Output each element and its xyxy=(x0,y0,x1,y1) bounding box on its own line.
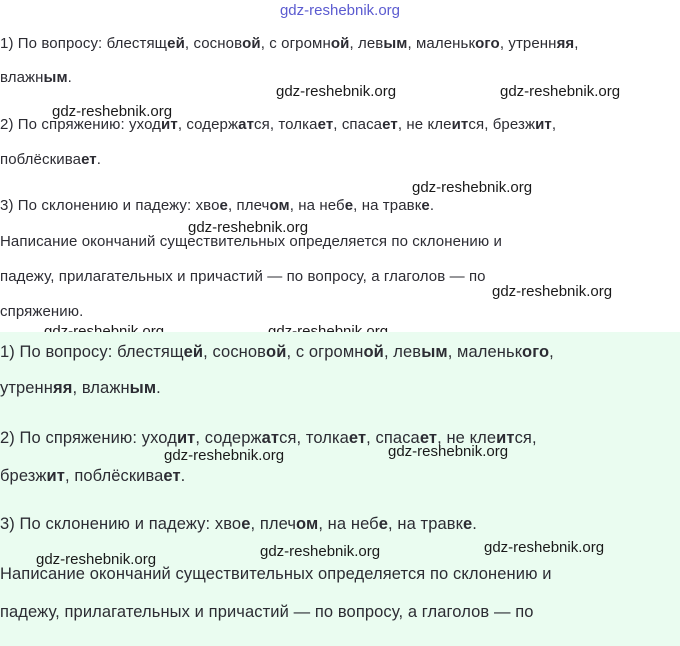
text-segment: 1) По вопросу: блестящ xyxy=(0,343,184,361)
text-segment: , с огромн xyxy=(286,343,364,361)
text-segment: , не кле xyxy=(397,116,452,133)
text-segment: ся, толка xyxy=(254,116,318,133)
text-segment: , не кле xyxy=(437,429,497,447)
text-segment: , спаса xyxy=(333,116,383,133)
watermark: gdz-reshebnik.org xyxy=(500,83,621,100)
text-segment: поблёскива xyxy=(0,151,82,168)
word-ending: ет xyxy=(419,429,438,447)
answer-bottom-line-5 xyxy=(0,514,477,534)
text-segment: влажн xyxy=(0,69,44,86)
text-segment: , с огромн xyxy=(260,35,331,52)
answer-bottom-line-6: Написание окончаний существительных определяется по склонению и xyxy=(0,565,552,583)
word-ending: ым xyxy=(421,343,448,361)
word-ending: ет xyxy=(317,116,334,133)
word-ending: ит xyxy=(451,116,469,133)
word-ending: ом xyxy=(296,515,319,533)
text-segment: , xyxy=(549,343,554,361)
text-segment: . xyxy=(472,515,477,533)
text-segment: 3) По склонению и падежу: хво xyxy=(0,197,220,214)
text-segment: , соснов xyxy=(184,35,243,52)
answer-top-line-2 xyxy=(0,68,72,88)
word-ending: е xyxy=(219,197,228,214)
watermark: gdz-reshebnik.org xyxy=(388,443,509,460)
text-segment: ся, xyxy=(514,429,537,447)
answer-top-line-5 xyxy=(0,196,434,216)
text-segment: 3) По склонению и падежу: хво xyxy=(0,515,242,533)
text-segment: , поблёскива xyxy=(64,467,164,485)
text-segment: . xyxy=(96,151,102,168)
word-ending: е xyxy=(462,515,473,533)
text-segment: утренн xyxy=(0,379,53,397)
text-segment: , лев xyxy=(383,343,422,361)
answer-bottom-section xyxy=(0,332,680,646)
text-segment: . xyxy=(180,467,186,485)
watermark: gdz-reshebnik.org xyxy=(260,543,381,560)
answer-top-line-4 xyxy=(0,150,101,170)
word-ending: ет xyxy=(348,429,367,447)
answer-top-line-7: падежу, прилагательных и причастий — по вопросу, а глаголов — по xyxy=(0,268,486,285)
word-ending: ого xyxy=(522,343,550,361)
text-segment: , лев xyxy=(349,35,384,52)
text-segment: . xyxy=(67,69,72,86)
word-ending: ей xyxy=(183,343,204,361)
word-ending: ит xyxy=(176,429,196,447)
answer-bottom-line-7: падежу, прилагательных и причастий — по вопросу, а глаголов — по xyxy=(0,603,534,621)
word-ending: ого xyxy=(475,35,500,52)
answer-top-line-6: Написание окончаний существительных определяется по склонению и xyxy=(0,233,502,250)
word-ending: ой xyxy=(330,35,350,52)
text-segment: , соснов xyxy=(203,343,267,361)
text-segment: , xyxy=(551,116,557,133)
text-segment: . xyxy=(156,379,161,397)
text-segment: , маленьк xyxy=(447,343,523,361)
header-watermark[interactable]: gdz-reshebnik.org xyxy=(279,2,401,19)
word-ending: ей xyxy=(167,35,185,52)
text-segment: , на травк xyxy=(388,515,463,533)
word-ending: ет xyxy=(163,467,181,485)
watermark: gdz-reshebnik.org xyxy=(276,83,397,100)
text-segment: , содерж xyxy=(177,116,239,133)
text-segment: , на неб xyxy=(289,197,345,214)
answer-top-line-8: спряжению. xyxy=(0,303,84,320)
answer-bottom-line-2 xyxy=(0,378,161,398)
word-ending: ым xyxy=(129,379,157,397)
watermark: gdz-reshebnik.org xyxy=(36,551,157,568)
watermark: gdz-reshebnik.org xyxy=(164,447,285,464)
word-ending: ым xyxy=(383,35,408,52)
word-ending: е xyxy=(241,515,251,533)
watermark: gdz-reshebnik.org xyxy=(188,219,309,236)
word-ending: яя xyxy=(52,379,73,397)
text-segment: 2) По спряжению: уход xyxy=(0,429,177,447)
text-segment: ся, толка xyxy=(279,429,349,447)
watermark: gdz-reshebnik.org xyxy=(412,179,533,196)
text-segment: , спаса xyxy=(366,429,420,447)
word-ending: яя xyxy=(556,35,575,52)
text-segment: , маленьк xyxy=(407,35,476,52)
word-ending: ит xyxy=(535,116,552,133)
watermark: gdz-reshebnik.org xyxy=(52,103,173,120)
text-segment: , на неб xyxy=(318,515,379,533)
word-ending: е xyxy=(344,197,354,214)
text-segment: , плеч xyxy=(250,515,297,533)
word-ending: ет xyxy=(382,116,398,133)
word-ending: ым xyxy=(43,69,68,86)
answer-bottom-line-1 xyxy=(0,342,554,362)
text-segment: , утренн xyxy=(499,35,557,52)
word-ending: ит xyxy=(161,116,178,133)
text-segment: , плеч xyxy=(227,197,270,214)
text-segment: , xyxy=(574,35,579,52)
text-segment: , на травк xyxy=(353,197,422,214)
answer-bottom-line-4 xyxy=(0,466,185,486)
word-ending: ат xyxy=(238,116,255,133)
text-segment: , содерж xyxy=(195,429,262,447)
word-ending: ой xyxy=(363,343,384,361)
word-ending: е xyxy=(378,515,388,533)
text-segment: , влажн xyxy=(72,379,130,397)
word-ending: ит xyxy=(46,467,65,485)
answer-top-line-1 xyxy=(0,34,579,54)
word-ending: е xyxy=(421,197,430,214)
text-segment: брезж xyxy=(0,467,47,485)
watermark: gdz-reshebnik.org xyxy=(484,539,605,556)
word-ending: ой xyxy=(242,35,261,52)
text-segment: ся, брезж xyxy=(468,116,536,133)
word-ending: ат xyxy=(261,429,280,447)
text-segment: 2) По спряжению: уход xyxy=(0,116,162,133)
watermark: gdz-reshebnik.org xyxy=(492,283,613,300)
word-ending: ой xyxy=(266,343,287,361)
text-segment: 1) По вопросу: блестящ xyxy=(0,35,168,52)
text-segment: . xyxy=(429,197,435,214)
word-ending: ит xyxy=(496,429,515,447)
word-ending: ом xyxy=(269,197,290,214)
word-ending: ет xyxy=(81,151,97,168)
